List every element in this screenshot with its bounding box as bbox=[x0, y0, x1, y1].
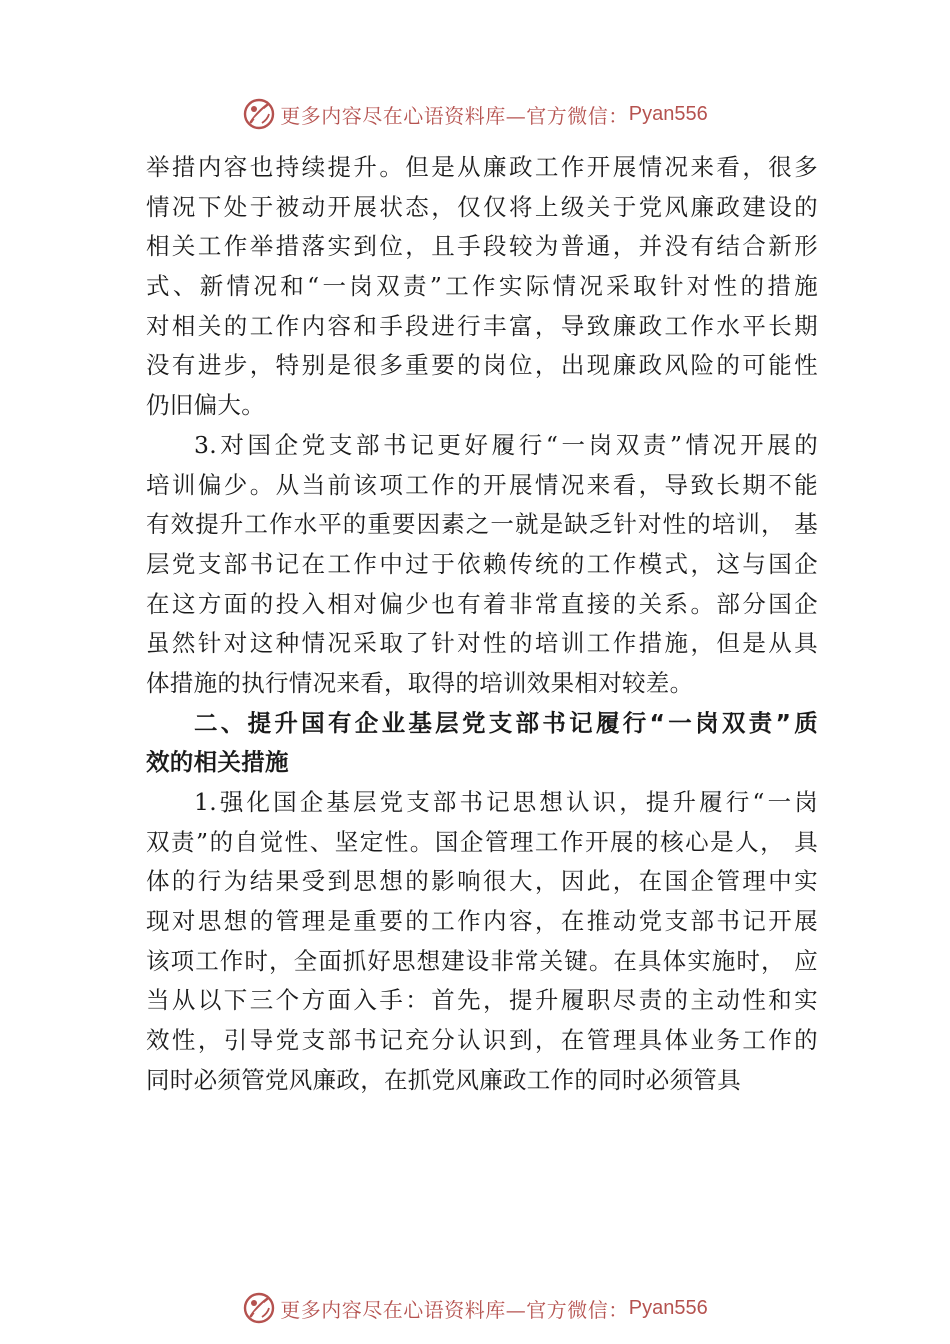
header-banner-text: 更多内容尽在心语资料库—官方微信： bbox=[280, 103, 629, 128]
footer-banner bbox=[0, 1286, 950, 1330]
header-wechat-id: Pyan556 bbox=[628, 102, 708, 125]
text-line: 双责”的自觉性、坚定性。国企管理工作开展的核心是人， 具 bbox=[146, 827, 818, 856]
header-banner bbox=[0, 92, 950, 136]
footer-wechat-id: Pyan556 bbox=[628, 1296, 708, 1319]
section-heading: 二、提升国有企业基层党支部书记履行“一岗双责”质 bbox=[194, 708, 818, 737]
pen-seal-logo-icon bbox=[242, 1291, 276, 1325]
text-line: 虽然针对这种情况采取了针对性的培训工作措施，但是从具 bbox=[146, 629, 818, 658]
paragraph-start-line: 1.强化国企基层党支部书记思想认识，提升履行“一岗 bbox=[194, 788, 818, 816]
section-heading-cont: 效的相关措施 bbox=[146, 748, 289, 777]
text-line: 有效提升工作水平的重要因素之一就是缺乏针对性的培训， 基 bbox=[146, 510, 818, 539]
text-line: 层党支部书记在工作中过于依赖传统的工作模式，这与国企 bbox=[146, 549, 818, 578]
text-line: 同时必须管党风廉政，在抓党风廉政工作的同时必须管具 bbox=[146, 1065, 741, 1094]
text-line: 仍旧偏大。 bbox=[146, 391, 265, 420]
text-line: 情况下处于被动开展状态，仅仅将上级关于党风廉政建设的 bbox=[146, 192, 818, 221]
text-line: 相关工作举措落实到位，且手段较为普通，并没有结合新形 bbox=[146, 232, 818, 261]
document-body bbox=[146, 148, 818, 1101]
footer-banner-text: 更多内容尽在心语资料库—官方微信： bbox=[280, 1297, 629, 1322]
text-line: 体的行为结果受到思想的影响很大，因此，在国企管理中实 bbox=[146, 867, 818, 896]
text-line: 对相关的工作内容和手段进行丰富，导致廉政工作水平长期 bbox=[146, 311, 818, 340]
text-line: 举措内容也持续提升。但是从廉政工作开展情况来看，很多 bbox=[146, 153, 818, 181]
text-line: 没有进步，特别是很多重要的岗位，出现廉政风险的可能性 bbox=[146, 351, 818, 380]
text-line: 效性，引导党支部书记充分认识到，在管理具体业务工作的 bbox=[146, 1026, 818, 1055]
text-line: 当从以下三个方面入手：首先，提升履职尽责的主动性和实 bbox=[146, 986, 818, 1015]
text-line: 在这方面的投入相对偏少也有着非常直接的关系。部分国企 bbox=[146, 589, 818, 618]
text-line: 该项工作时，全面抓好思想建设非常关键。在具体实施时， 应 bbox=[146, 946, 818, 975]
paragraph-start-line: 3.对国企党支部书记更好履行“一岗双责”情况开展的 bbox=[194, 430, 818, 459]
text-line: 现对思想的管理是重要的工作内容，在推动党支部书记开展 bbox=[146, 907, 818, 936]
text-line: 式、新情况和“一岗双责”工作实际情况采取针对性的措施 bbox=[146, 272, 818, 301]
text-line: 培训偏少。从当前该项工作的开展情况来看，导致长期不能 bbox=[146, 470, 818, 499]
text-line: 体措施的执行情况来看，取得的培训效果相对较差。 bbox=[146, 668, 694, 697]
pen-seal-logo-icon bbox=[242, 97, 276, 131]
